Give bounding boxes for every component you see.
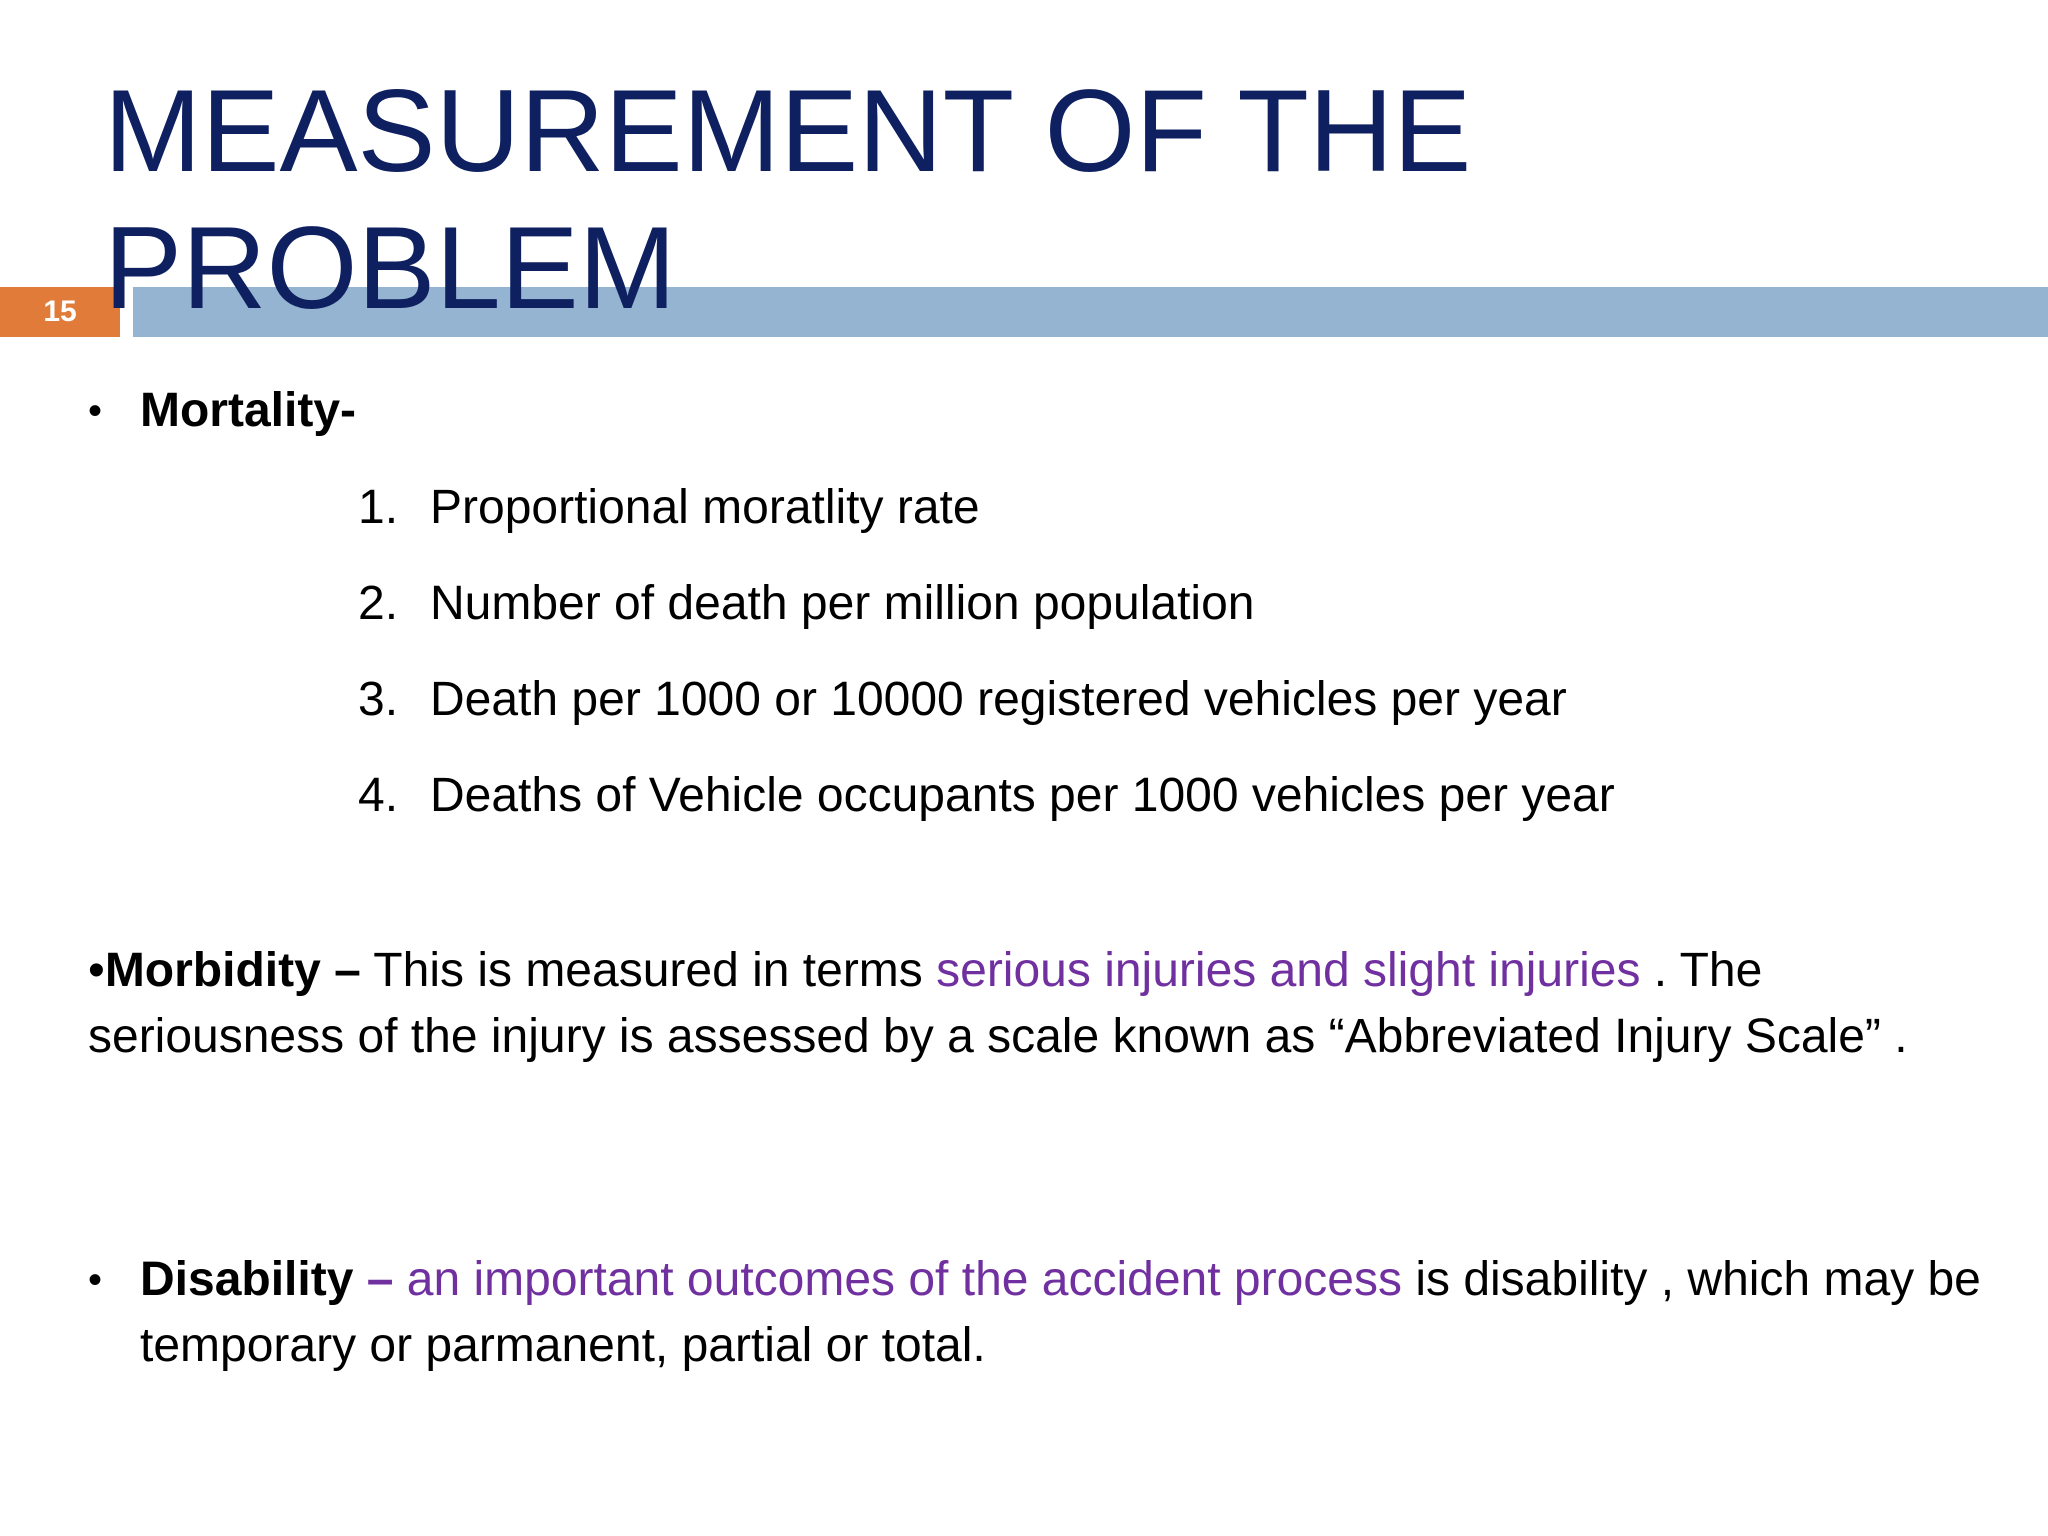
morbidity-text-before: This is measured in terms (360, 944, 937, 997)
slide-number: 15 (0, 287, 120, 337)
list-number: 4. (358, 769, 399, 822)
morbidity-paragraph (88, 938, 1988, 1070)
mortality-heading: Mortality- (140, 384, 356, 437)
list-number: 2. (358, 577, 399, 630)
bullet-icon: • (88, 1258, 103, 1302)
disability-dash: – (353, 1253, 394, 1306)
disability-text-after: is disability , which may be temporary or parmanent, partial or total. (140, 1253, 1981, 1372)
morbidity-heading: Morbidity – (104, 944, 361, 997)
morbidity-text-after: . The seriousness of the injury is assessed by a scale known as “Abbreviated Injury Scale” . (88, 944, 1908, 1063)
list-number: 1. (358, 481, 399, 534)
bullet-icon: • (88, 389, 103, 433)
list-text: Death per 1000 or 10000 registered vehicles per year (430, 673, 1567, 726)
list-number: 3. (358, 673, 399, 726)
slide-title-line-2: PROBLEM (104, 202, 677, 333)
disability-highlight: an important outcomes of the accident process (393, 1253, 1402, 1306)
bullet-icon: • (88, 944, 105, 997)
morbidity-highlight: serious injuries and slight injuries (936, 944, 1641, 997)
disability-heading: Disability (140, 1253, 354, 1306)
slide-title-line-1: MEASUREMENT OF THE (104, 65, 1472, 196)
slide-title (104, 62, 1471, 336)
list-text: Proportional moratlity rate (430, 481, 980, 534)
list-text: Number of death per million population (430, 577, 1255, 630)
disability-paragraph (140, 1247, 2020, 1379)
list-text: Deaths of Vehicle occupants per 1000 vehicles per year (430, 769, 1615, 822)
